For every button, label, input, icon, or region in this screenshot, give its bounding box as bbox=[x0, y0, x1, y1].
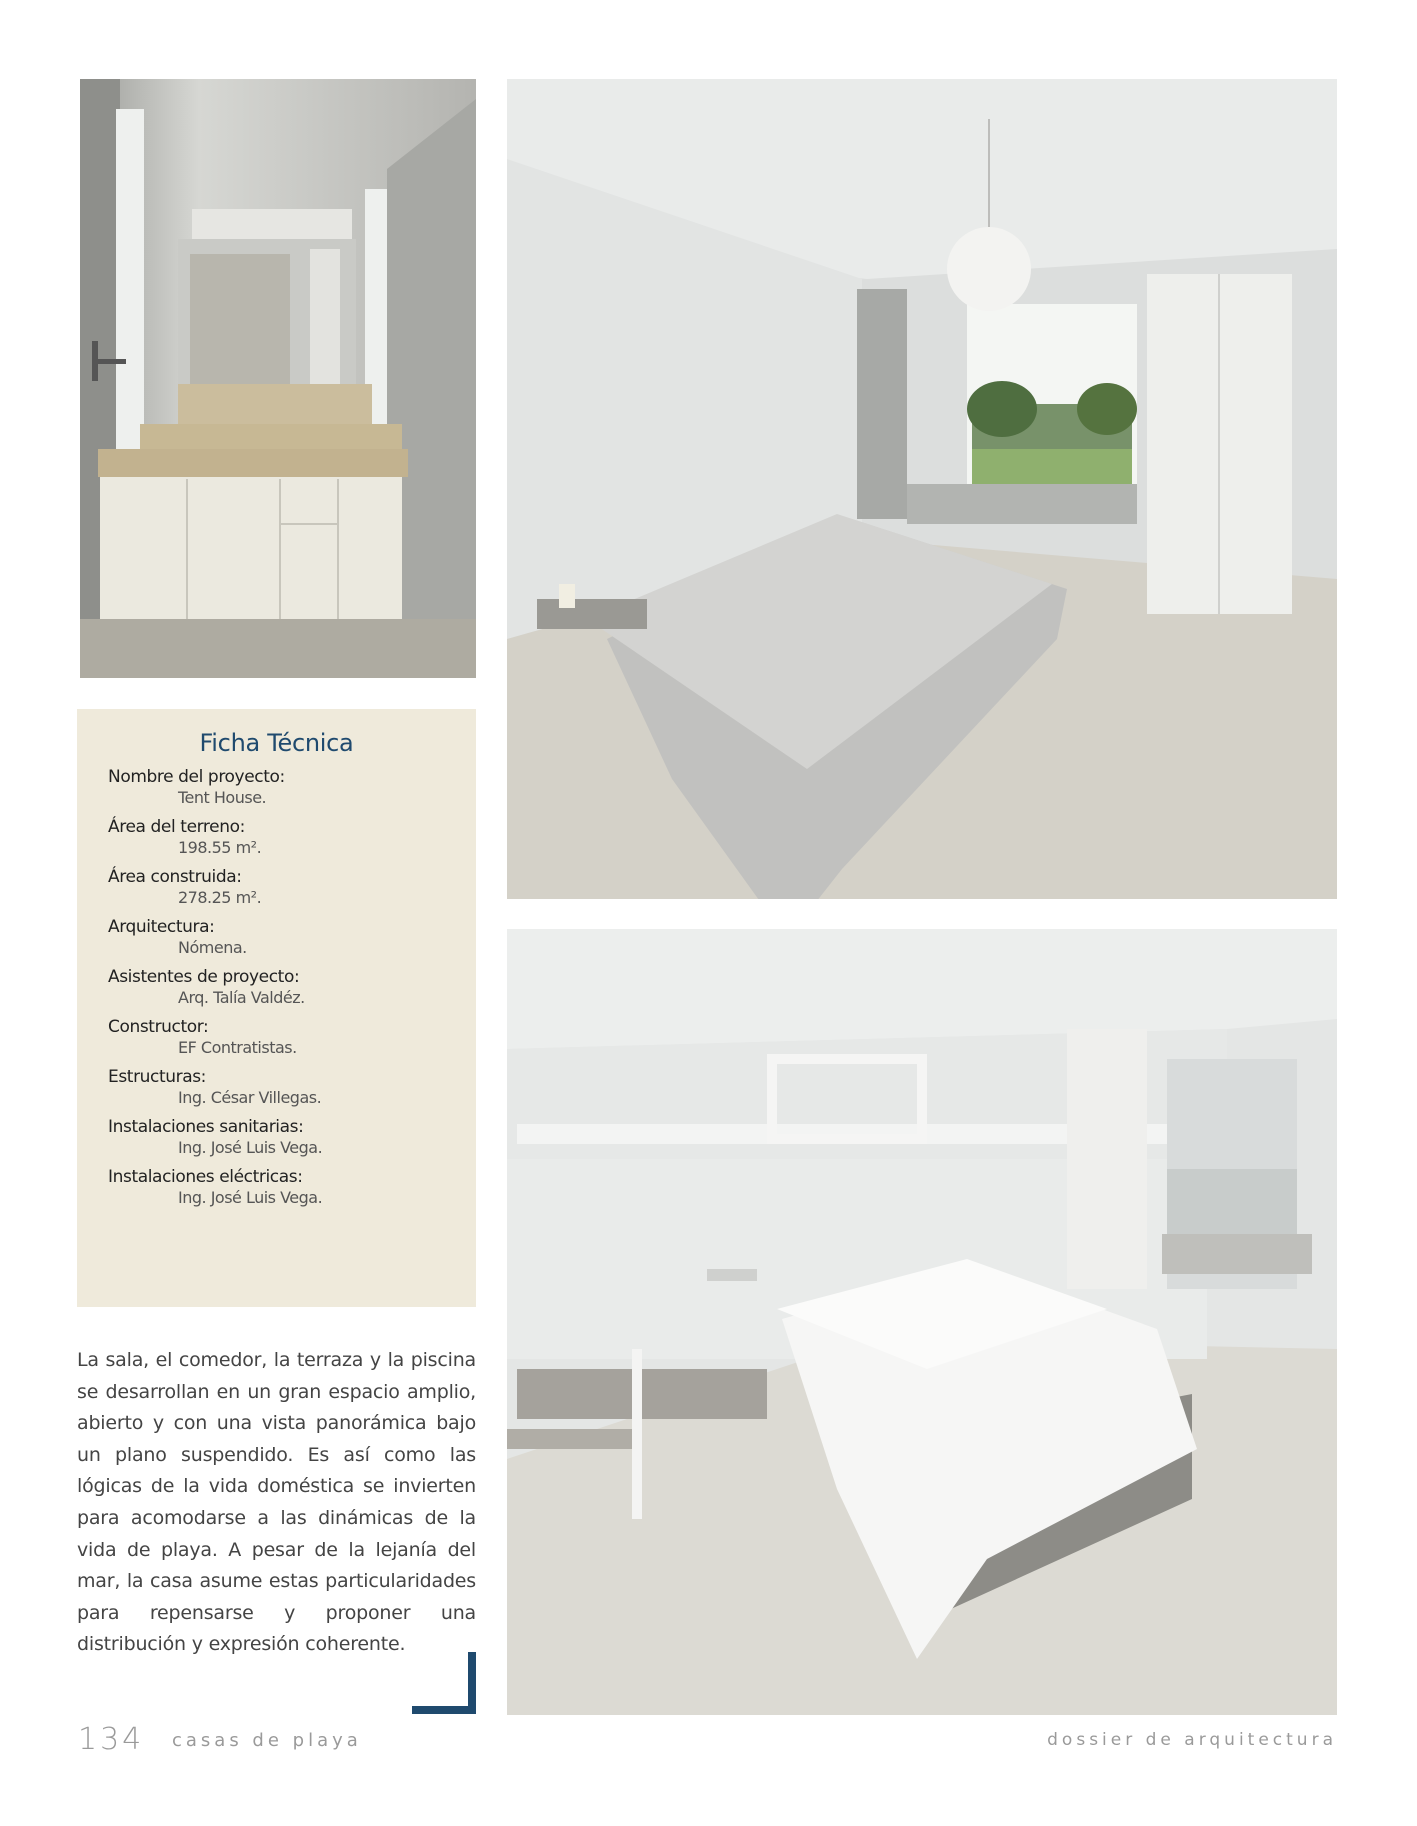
ficha-label: Asistentes de proyecto: bbox=[108, 967, 300, 987]
section-title: casas de playa bbox=[172, 1730, 362, 1751]
ficha-value: Ing. José Luis Vega. bbox=[178, 1188, 323, 1207]
bathroom-photo bbox=[80, 79, 476, 678]
body-paragraph: La sala, el comedor, la terraza y la piscina se desarrollan en un gran espacio amplio, abierto y con una vista panorámica bajo un plano suspendido. Es así como las lógicas de la vida doméstica se invierten para acomodarse a las dinámicas de la vida de playa. A pesar de la lejanía del mar, la casa asume estas particularidades para repensarse y proponer una distribución y expresión coherente. bbox=[77, 1349, 476, 1656]
ficha-value: Nómena. bbox=[178, 938, 247, 957]
ficha-label: Constructor: bbox=[108, 1017, 209, 1037]
ficha-entry bbox=[108, 1167, 476, 1208]
page-number: 134 bbox=[78, 1722, 145, 1757]
ficha-entry bbox=[108, 867, 476, 908]
ficha-label: Estructuras: bbox=[108, 1067, 207, 1087]
ficha-entry bbox=[108, 1067, 476, 1108]
ficha-label: Nombre del proyecto: bbox=[108, 767, 285, 787]
ficha-entry bbox=[108, 1117, 476, 1158]
ficha-entry bbox=[108, 917, 476, 958]
corner-bracket-icon bbox=[412, 1652, 476, 1714]
ficha-title: Ficha Técnica bbox=[199, 729, 354, 757]
bedroom-photo-1 bbox=[507, 79, 1337, 899]
ficha-label: Área del terreno: bbox=[108, 817, 245, 837]
ficha-label: Instalaciones sanitarias: bbox=[108, 1117, 304, 1137]
ficha-label: Arquitectura: bbox=[108, 917, 215, 937]
ficha-value: EF Contratistas. bbox=[178, 1038, 297, 1057]
ficha-value: 198.55 m². bbox=[178, 838, 262, 857]
ficha-label: Área construida: bbox=[108, 867, 242, 887]
ficha-value: Arq. Talía Valdéz. bbox=[178, 988, 305, 1007]
magazine-title: dossier de arquitectura bbox=[1047, 1730, 1337, 1750]
ficha-entry bbox=[108, 1017, 476, 1058]
bedroom-photo-2 bbox=[507, 929, 1337, 1715]
ficha-label: Instalaciones eléctricas: bbox=[108, 1167, 303, 1187]
ficha-value: Ing. José Luis Vega. bbox=[178, 1138, 323, 1157]
ficha-entry bbox=[108, 817, 476, 858]
ficha-entry bbox=[108, 967, 476, 1008]
ficha-value: Ing. César Villegas. bbox=[178, 1088, 322, 1107]
ficha-value: Tent House. bbox=[178, 788, 267, 807]
ficha-tecnica-box bbox=[77, 709, 476, 1307]
ficha-entry bbox=[108, 767, 476, 808]
ficha-value: 278.25 m². bbox=[178, 888, 262, 907]
